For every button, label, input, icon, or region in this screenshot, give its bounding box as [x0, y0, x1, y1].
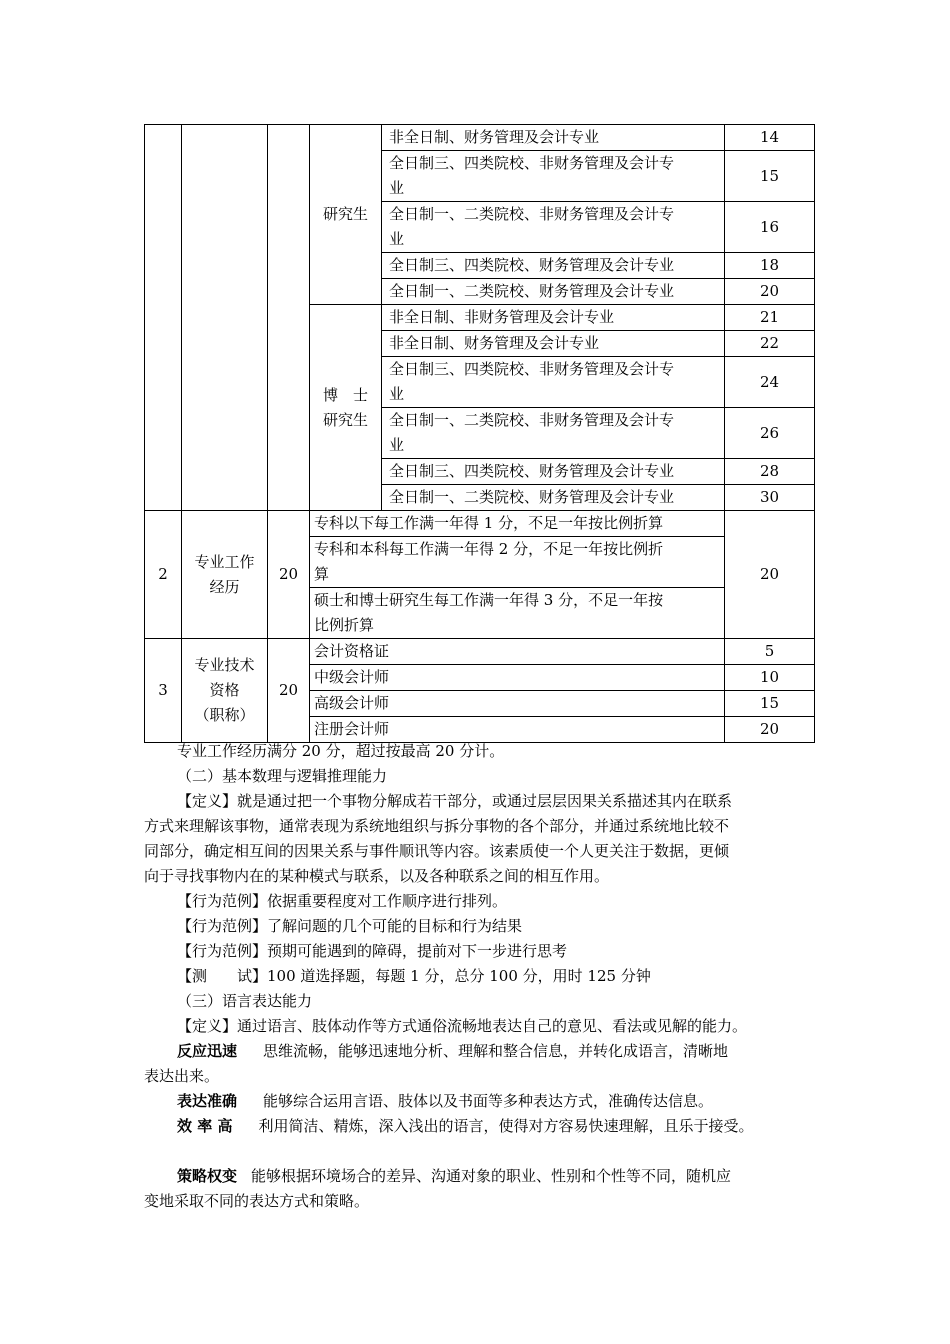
criteria-cell: 全日制一、二类院校、财务管理及会计专业 — [382, 485, 725, 511]
row-number: 2 — [145, 511, 182, 639]
score-cell: 22 — [725, 331, 815, 357]
criteria-cell: 全日制三、四类院校、财务管理及会计专业 — [382, 459, 725, 485]
ability-term: 策略权变 — [177, 1167, 238, 1185]
ability-desc: 利用简洁、精炼，深入浅出的语言，使得对方容易快速理解，且乐于接受。 — [258, 1117, 754, 1135]
ability-term: 表达准确 — [177, 1092, 238, 1110]
score-cell: 20 — [725, 279, 815, 305]
ability-term: 效 率 高 — [177, 1117, 233, 1135]
item-weight: 20 — [268, 639, 310, 743]
criteria-cell: 硕士和博士研究生每工作满一年得 3 分，不足一年按 比例折算 — [310, 588, 725, 639]
ability-item — [177, 1164, 731, 1189]
criteria-cell: 非全日制、非财务管理及会计专业 — [382, 305, 725, 331]
criteria-cell: 专科以下每工作满一年得 1 分，不足一年按比例折算 — [310, 511, 725, 537]
score-cell: 15 — [725, 151, 815, 202]
criteria-cell: 全日制三、四类院校、财务管理及会计专业 — [382, 253, 725, 279]
behavior-example: 【行为范例】依据重要程度对工作顺序进行排列。 — [177, 892, 508, 910]
ability-term: 反应迅速 — [177, 1042, 238, 1060]
score-cell: 15 — [725, 691, 815, 717]
score-cell: 18 — [725, 253, 815, 279]
behavior-example: 【行为范例】预期可能遇到的障碍，提前对下一步进行思考 — [177, 942, 568, 960]
score-cell: 14 — [725, 125, 815, 151]
item-cell-empty — [182, 125, 268, 511]
score-table — [144, 124, 815, 743]
test-description: 【测 试】100 道选择题，每题 1 分，总分 100 分，用时 125 分钟 — [177, 967, 651, 985]
criteria-cell: 会计资格证 — [310, 639, 725, 665]
score-cell: 26 — [725, 408, 815, 459]
definition-line: 向于寻找事物内在的某种模式与联系，以及各种联系之间的相互作用。 — [144, 867, 610, 885]
ability-desc: 能够综合运用言语、肢体以及书面等多种表达方式，准确传达信息。 — [263, 1092, 714, 1110]
weight-cell-empty — [268, 125, 310, 511]
definition-line: 方式来理解该事物，通常表现为系统地组织与拆分事物的各个部分，并通过系统地比较不 — [144, 817, 730, 835]
criteria-cell: 非全日制、财务管理及会计专业 — [382, 125, 725, 151]
table-row — [145, 125, 815, 151]
ability-desc-cont: 变地采取不同的表达方式和策略。 — [144, 1192, 370, 1210]
index-cell-empty — [145, 125, 182, 511]
criteria-cell: 非全日制、财务管理及会计专业 — [382, 331, 725, 357]
criteria-cell: 注册会计师 — [310, 717, 725, 743]
criteria-cell: 专科和本科每工作满一年得 2 分，不足一年按比例折 算 — [310, 537, 725, 588]
ability-item — [177, 1089, 713, 1114]
score-cell: 30 — [725, 485, 815, 511]
category-graduate: 研究生 — [310, 125, 382, 305]
ability-desc: 能够根据环境场合的差异、沟通对象的职业、性别和个性等不同，随机应 — [251, 1167, 732, 1185]
score-cell: 5 — [725, 639, 815, 665]
score-cell: 10 — [725, 665, 815, 691]
row-number: 3 — [145, 639, 182, 743]
criteria-cell: 全日制三、四类院校、非财务管理及会计专 业 — [382, 151, 725, 202]
table-row — [145, 511, 815, 537]
ability-item — [177, 1039, 728, 1064]
table-row — [145, 639, 815, 665]
ability-desc-cont: 表达出来。 — [144, 1067, 220, 1085]
section-heading-language: （三）语言表达能力 — [177, 992, 313, 1010]
definition-line: 【定义】通过语言、肢体动作等方式通俗流畅地表达自己的意见、看法或见解的能力。 — [177, 1017, 748, 1035]
score-cell: 28 — [725, 459, 815, 485]
criteria-cell: 高级会计师 — [310, 691, 725, 717]
definition-line: 同部分，确定相互间的因果关系与事件顺讯等内容。该素质使一个人更关注于数据，更倾 — [144, 842, 730, 860]
score-cell: 21 — [725, 305, 815, 331]
criteria-cell: 全日制一、二类院校、财务管理及会计专业 — [382, 279, 725, 305]
criteria-cell: 全日制一、二类院校、非财务管理及会计专 业 — [382, 202, 725, 253]
score-cell: 16 — [725, 202, 815, 253]
item-weight: 20 — [268, 511, 310, 639]
criteria-cell: 全日制一、二类院校、非财务管理及会计专 业 — [382, 408, 725, 459]
definition-line: 【定义】就是通过把一个事物分解成若干部分，或通过层层因果关系描述其内在联系 — [177, 792, 733, 810]
criteria-cell: 中级会计师 — [310, 665, 725, 691]
ability-desc: 思维流畅，能够迅速地分析、理解和整合信息，并转化成语言，清晰地 — [263, 1042, 729, 1060]
table-note: 专业工作经历满分 20 分，超过按最高 20 分计。 — [177, 742, 505, 760]
score-cell: 24 — [725, 357, 815, 408]
category-phd: 博 士 研究生 — [310, 305, 382, 511]
behavior-example: 【行为范例】了解问题的几个可能的目标和行为结果 — [177, 917, 523, 935]
score-cell: 20 — [725, 511, 815, 639]
item-name: 专业工作 经历 — [182, 511, 268, 639]
criteria-cell: 全日制三、四类院校、非财务管理及会计专 业 — [382, 357, 725, 408]
section-heading-logic: （二）基本数理与逻辑推理能力 — [177, 767, 388, 785]
score-cell: 20 — [725, 717, 815, 743]
ability-item — [177, 1114, 753, 1139]
item-name: 专业技术 资格 （职称） — [182, 639, 268, 743]
